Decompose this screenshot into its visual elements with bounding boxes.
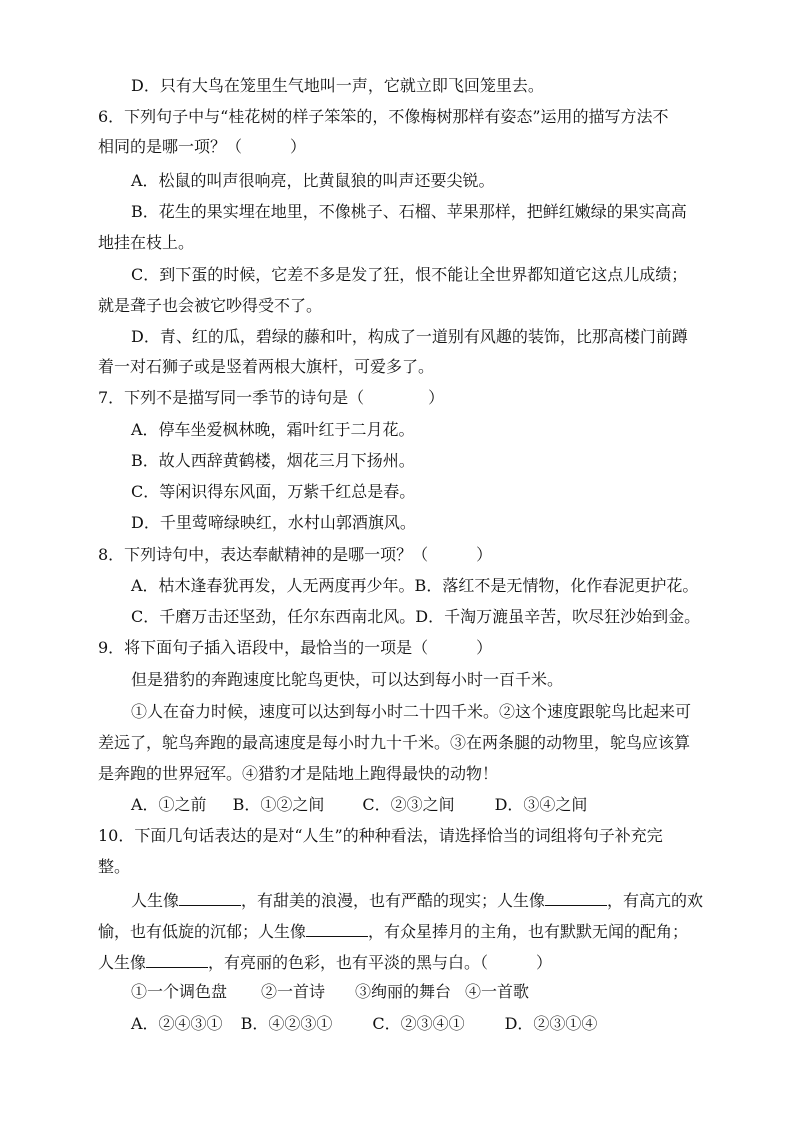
q7-option-a: A．停车坐爱枫林晚，霜叶红于二月花。 [131,420,415,439]
q7-option-b: B．故人西辞黄鹤楼，烟花三月下扬州。 [131,451,415,470]
q10-option-b: B．④②③① [240,1014,333,1033]
q10-stem-line1: 10．下面几句话表达的是对“人生”的种种看法，请选择恰当的词组将句子补充完 [98,826,663,845]
q8-options-cd: C．千磨万击还坚劲，任尔东西南北风。D．千淘万漉虽辛苦，吹尽狂沙始到金。 [131,607,701,626]
q10-option-c: C．②③④① [372,1014,465,1033]
q6-option-b-line1: B．花生的果实埋在地里，不像桃子、石榴、苹果那样，把鲜红嫩绿的果实高高 [131,202,687,221]
q6-option-d-line1: D．青、红的瓜，碧绿的藤和叶，构成了一道别有风趣的装饰，比那高楼门前蹲 [131,327,688,346]
q9-passage-line3: 是奔跑的世界冠军。④猎豹才是陆地上跑得最快的动物！ [98,764,499,783]
q10-choice-2: ②一首诗 [261,982,326,1001]
q10-choice-3: ③绚丽的舞台 [355,982,452,1001]
q10-choice-1: ①一个调色盘 [131,982,228,1001]
q7-option-c: C．等闲识得东风面，万紫千红总是春。 [131,482,416,501]
q6-option-b-line2: 地挂在枝上。 [98,233,195,252]
q6-option-c-line2: 就是聋子也会被它吵得受不了。 [98,296,323,315]
q7-stem: 7．下列不是描写同一季节的诗句是（ ） [98,388,445,407]
q9-stem: 9．将下面句子插入语段中，最恰当的一项是（ ） [98,638,493,657]
q9-passage-line1: ①人在奋力时候，速度可以达到每小时二十四千米。②这个速度跟鸵鸟比起来可 [131,702,692,721]
q10-stem-line2: 整。 [98,857,131,876]
fill-blank-2[interactable] [545,889,607,906]
q6-option-d-line2: 着一对石狮子或是竖着两根大旗杆，可爱多了。 [98,357,435,376]
q9-insert-sentence: 但是猎豹的奔跑速度比鸵鸟更快，可以达到每小时一百千米。 [131,670,564,689]
fill-blank-3[interactable] [306,920,368,937]
q9-option-b: B．①②之间 [232,795,325,814]
fill-blank-1[interactable] [179,889,241,906]
q7-option-d: D．千里莺啼绿映红，水村山郭酒旗风。 [131,513,416,532]
fill-blank-4[interactable] [146,951,208,968]
q10-sentence-line1: 人生像 ，有甜美的浪漫，也有严酷的现实；人生像 ，有高亢的欢 [131,891,704,910]
q9-option-c: C．②③之间 [362,795,455,814]
q10-choices [131,982,529,1002]
q10-option-a: A．②④③① [131,1014,223,1033]
q10-choice-4: ④一首歌 [465,982,530,1001]
q10-options [131,1014,597,1034]
q6-option-a: A．松鼠的叫声很响亮，比黄鼠狼的叫声还要尖锐。 [131,171,495,190]
q6-stem-line2: 相同的是哪一项？（ ） [98,137,307,156]
q9-passage-line2: 差远了，鸵鸟奔跑的最高速度是每小时九十千米。③在两条腿的动物里，鸵鸟应该算 [98,733,691,752]
q9-option-d: D．③④之间 [494,795,588,814]
q9-option-a: A．①之前 [131,795,207,814]
q10-sentence-line2: 愉，也有低旋的沉郁；人生像 ，有众星捧月的主角，也有默默无闻的配角； [98,922,689,941]
q8-options-ab: A．枯木逢春犹再发，人无两度再少年。B．落红不是无情物，化作春泥更护花。 [131,576,699,595]
q8-stem: 8．下列诗句中，表达奉献精神的是哪一项？（ ） [98,545,493,564]
q6-stem-line1: 6．下列句子中与“桂花树的样子笨笨的，不像梅树那样有姿态”运用的描写方法不 [98,107,669,126]
q5-option-d: D．只有大鸟在笼里生气地叫一声，它就立即飞回笼里去。 [131,76,544,95]
q6-option-c-line1: C．到下蛋的时候，它差不多是发了狂，恨不能让全世界都知道它这点儿成绩； [131,265,688,284]
q10-option-d: D．②③①④ [504,1014,598,1033]
q9-options [131,795,587,815]
q10-sentence-line3: 人生像 ，有亮丽的色彩，也有平淡的黑与白。（ ） [98,953,553,972]
